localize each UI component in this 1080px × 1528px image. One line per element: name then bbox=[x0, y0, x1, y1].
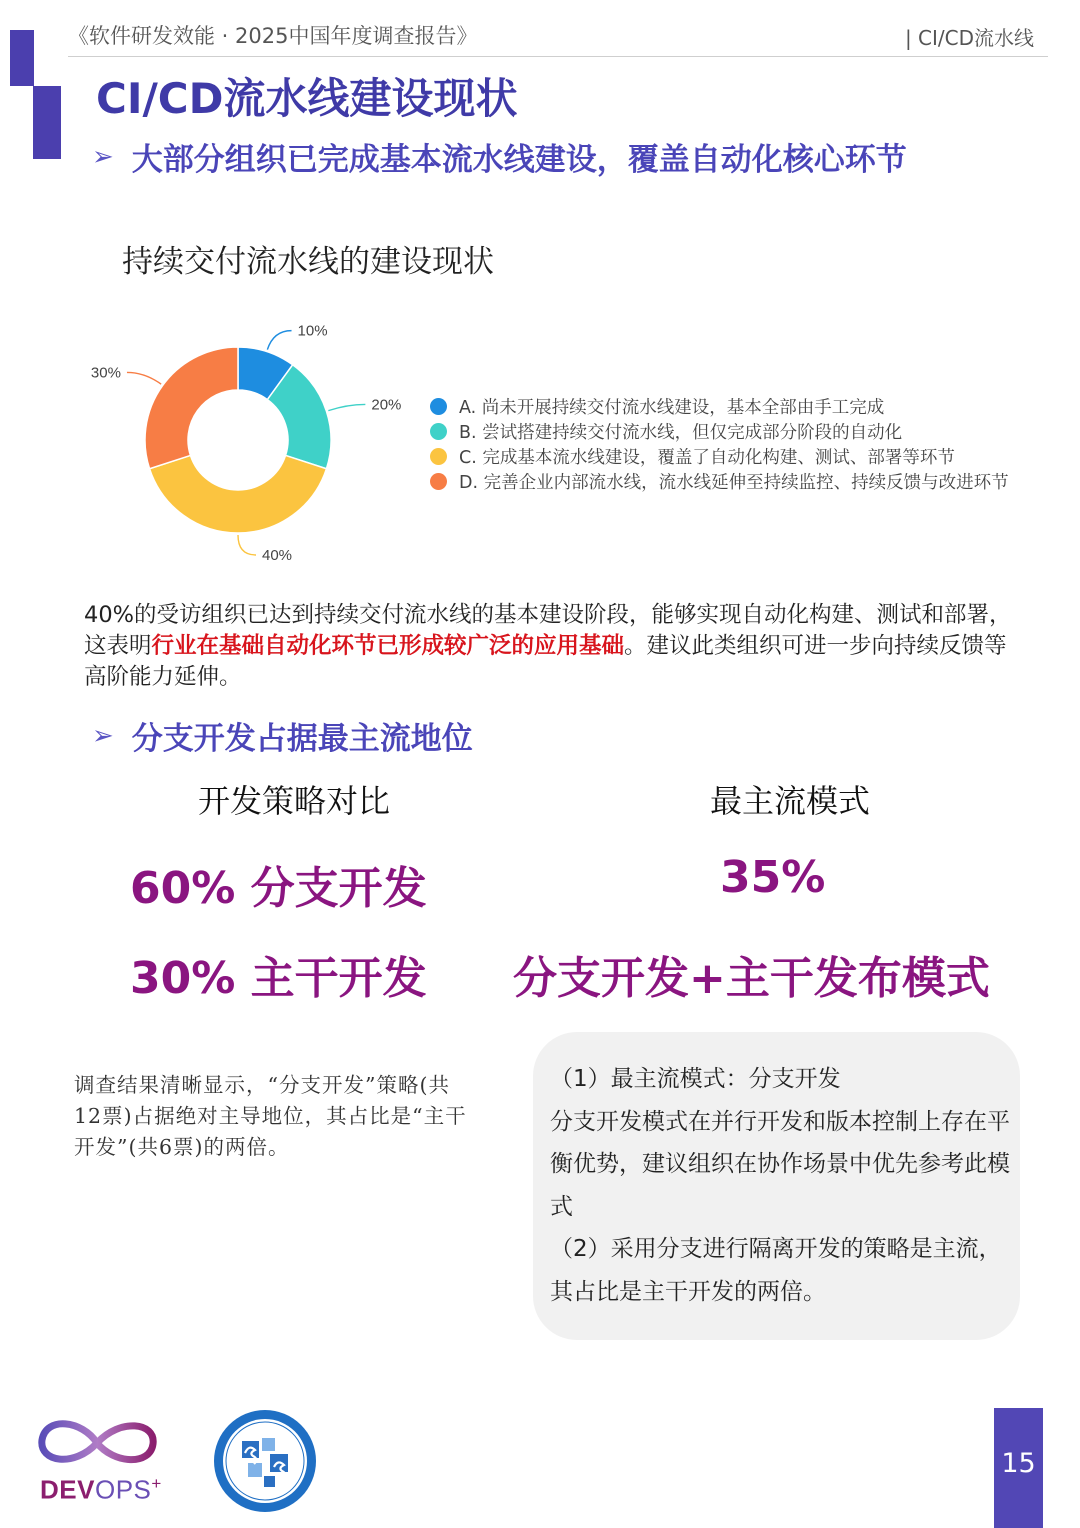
devops-logo-text bbox=[40, 1474, 162, 1506]
page-number: 15 bbox=[1001, 1448, 1036, 1479]
donut-slice-d bbox=[145, 347, 238, 469]
legend-item bbox=[430, 469, 1009, 494]
insight-line-1: （1）最主流模式：分支开发 bbox=[550, 1066, 841, 1092]
bullet-heading-2 bbox=[92, 713, 473, 758]
legend-label-d: D. 完善企业内部流水线，流水线延伸至持续监控、持续反馈与改进环节 bbox=[459, 473, 1009, 493]
survey-note: 调查结果清晰显示，“分支开发”策略(共12票)占据绝对主导地位，其占比是“主干开发”(共6票)的两倍。 bbox=[74, 1073, 467, 1159]
leader-line bbox=[328, 404, 365, 410]
branch-dev-stat: 60% 分支开发 bbox=[130, 863, 427, 914]
bullet-heading-1-text: 大部分组织已完成基本流水线建设，覆盖自动化核心环节 bbox=[131, 142, 907, 178]
legend-label-b: B. 尝试搭建持续交付流水线，但仅完成部分阶段的自动化 bbox=[459, 423, 903, 443]
legend-item bbox=[430, 444, 1009, 469]
legend-label-a: A. 尚未开展持续交付流水线建设，基本全部由手工完成 bbox=[459, 398, 885, 418]
slice-value-label: 10% bbox=[297, 322, 328, 340]
insight-line-2: 分支开发模式在并行开发和版本控制上存在平衡优势，建议组织在协作场景中优先参考此模式 bbox=[550, 1108, 1010, 1220]
legend-swatch-b bbox=[430, 423, 447, 440]
decorative-bar-top bbox=[10, 30, 34, 86]
leader-line bbox=[267, 331, 291, 350]
paragraph-highlight: 行业在基础自动化环节已形成较广泛的应用基础 bbox=[151, 633, 625, 659]
legend-swatch-a bbox=[430, 398, 447, 415]
summary-paragraph bbox=[84, 600, 1014, 693]
devops-infinity-logo bbox=[34, 1412, 160, 1474]
paragraph-text-end: 。建议此类组织可进一步向持续反馈等高阶能力延伸。 bbox=[84, 633, 1007, 690]
insight-text bbox=[550, 1058, 1012, 1313]
legend-item bbox=[430, 394, 1009, 419]
paragraph-text-start: 40%的受访组织已达到持续交付流水线的基本建设阶段，能够实现自动化构建、测试和部署，这表明 bbox=[84, 602, 1012, 659]
strategy-heading: 开发策略对比 bbox=[198, 782, 391, 820]
mainstream-mode: 分支开发+主干发布模式 bbox=[513, 953, 990, 1004]
legend-swatch-d bbox=[430, 473, 447, 490]
sse-association-seal-logo bbox=[212, 1408, 318, 1514]
devops-logo-dev: DEV bbox=[40, 1474, 95, 1505]
mainstream-heading: 最主流模式 bbox=[710, 782, 871, 820]
page-title: CI/CD流水线建设现状 bbox=[96, 74, 518, 123]
devops-logo-plus: + bbox=[151, 1474, 162, 1493]
chart-title: 持续交付流水线的建设现状 bbox=[122, 244, 494, 280]
donut-chart bbox=[60, 290, 440, 590]
bullet-heading-2-text: 分支开发占据最主流地位 bbox=[131, 721, 473, 757]
arrow-bullet-icon: ➢ bbox=[92, 141, 114, 172]
chart-legend bbox=[430, 394, 1009, 494]
slice-value-label: 40% bbox=[262, 547, 293, 564]
arrow-bullet-icon: ➢ bbox=[92, 720, 114, 751]
trunk-dev-stat: 30% 主干开发 bbox=[130, 953, 427, 1004]
insight-line-3: （2）采用分支进行隔离开发的策略是主流，其占比是主干开发的两倍。 bbox=[550, 1236, 1002, 1305]
header-divider bbox=[68, 56, 1048, 57]
bullet-heading-1 bbox=[92, 134, 907, 179]
donut-slice-c bbox=[150, 455, 327, 533]
legend-swatch-c bbox=[430, 448, 447, 465]
report-title: 《软件研发效能 · 2025中国年度调查报告》 bbox=[68, 24, 478, 48]
mainstream-percent: 35% bbox=[720, 852, 826, 903]
devops-logo-ops: OPS bbox=[94, 1474, 152, 1505]
leader-line bbox=[238, 535, 256, 555]
leader-line bbox=[127, 372, 161, 384]
slice-value-label: 30% bbox=[90, 364, 121, 382]
legend-item bbox=[430, 419, 1009, 444]
legend-label-c: C. 完成基本流水线建设，覆盖了自动化构建、测试、部署等环节 bbox=[459, 448, 955, 468]
section-label: | CI/CD流水线 bbox=[904, 26, 1034, 50]
decorative-bar-bottom bbox=[33, 86, 61, 159]
slice-value-label: 20% bbox=[371, 396, 402, 414]
